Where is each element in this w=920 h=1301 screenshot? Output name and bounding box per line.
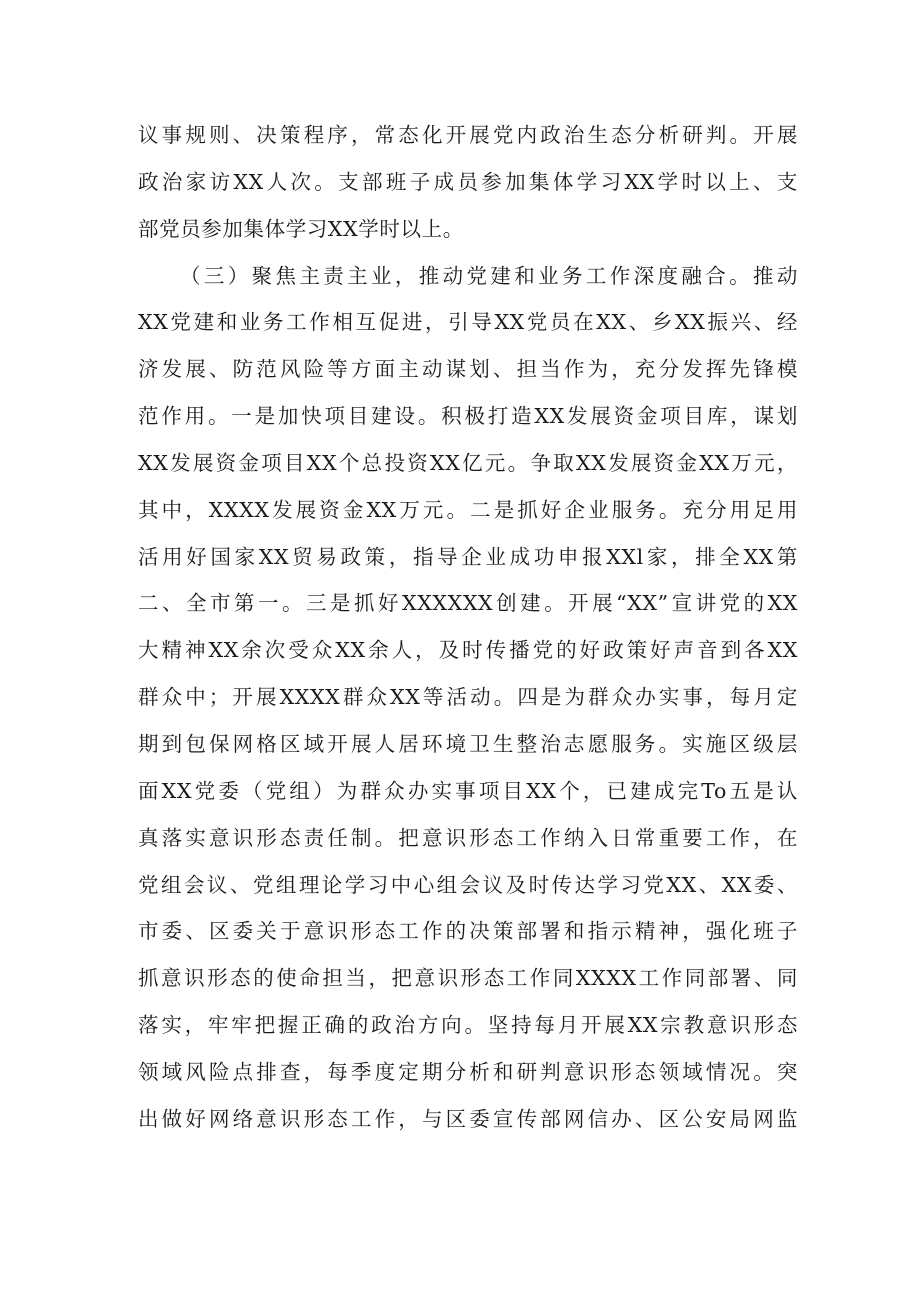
text-line: （三）聚焦主责主业，推动党建和业务工作深度融合。推动: [180, 263, 798, 288]
text-line: 大精神XX余次受众XX余人，及时传播党的好政策好声音到各XX: [138, 638, 798, 663]
text-line: 群众中；开展XXXX群众XX等活动。四是为群众办实事，每月定: [138, 685, 798, 710]
text-line: 真落实意识形态责任制。把意识形态工作纳入日常重要工作，在: [138, 825, 798, 850]
text-line: XX党建和业务工作相互促进，引导XX党员在XX、乡XX振兴、经: [138, 310, 798, 335]
text-line: 抓意识形态的使命担当，把意识形态工作同XXXX工作同部署、同: [138, 966, 798, 991]
text-line: 领域风险点排查，每季度定期分析和研判意识形态领域情况。突: [138, 1059, 798, 1084]
text-line: 其中，XXXX发展资金XX万元。二是抓好企业服务。充分用足用: [138, 497, 798, 522]
text-line: 范作用。一是加快项目建设。积极打造XX发展资金项目库，谋划: [138, 404, 798, 429]
text-line: XX发展资金项目XX个总投资XX亿元。争取XX发展资金XX万元，: [138, 450, 798, 475]
text-line: 议事规则、决策程序，常态化开展党内政治生态分析研判。开展: [138, 123, 798, 147]
text-line: 市委、区委关于意识形态工作的决策部署和指示精神，强化班子: [138, 919, 798, 944]
text-line: 政治家访XX人次。支部班子成员参加集体学习XX学时以上、支: [138, 169, 798, 194]
document-body: [138, 112, 798, 1143]
text-line: 济发展、防范风险等方面主动谋划、担当作为，充分发挥先锋模: [138, 357, 798, 382]
text-line: 期到包保网格区域开展人居环境卫生整治志愿服务。实施区级层: [138, 731, 798, 756]
text-line: 面XX党委（党组）为群众办实事项目XX个，已建成完To五是认: [138, 778, 798, 803]
text-line: 落实，牢牢把握正确的政治方向。坚持每月开展XX宗教意识形态: [138, 1013, 798, 1038]
text-line: 活用好国家XX贸易政策，指导企业成功申报XXl家，排全XX第: [138, 544, 798, 569]
text-line: 党组会议、党组理论学习中心组会议及时传达学习党XX、XX委、: [138, 872, 798, 897]
text-line: 二、全市第一。三是抓好XXXXXX创建。开展“XX”宣讲党的XX: [138, 591, 798, 616]
text-line: 出做好网络意识形态工作，与区委宣传部网信办、区公安局网监: [138, 1106, 798, 1131]
text-line: 部党员参加集体学习XX学时以上。: [138, 216, 464, 241]
